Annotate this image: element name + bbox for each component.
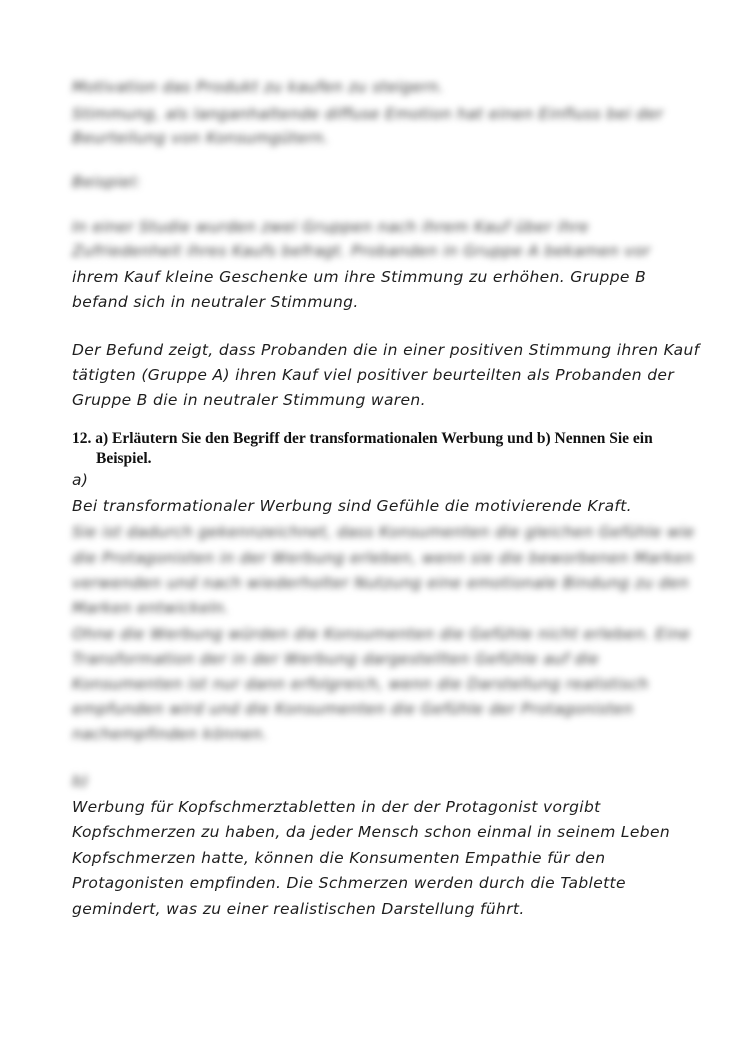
blurred-text-line: Zufriedenheit ihres Kaufs befragt. Probanden in Gruppe A bekamen vor [72, 242, 651, 260]
answer-a-label: a) [72, 471, 89, 489]
text-line: Bei transformationaler Werbung sind Gefühle die motivierende Kraft. [72, 497, 632, 515]
question-heading: 12. a) Erläutern Sie den Begriff der transformationalen Werbung und b) Nennen Sie ein [72, 430, 653, 447]
blurred-text-line: nachempfinden können. [72, 725, 268, 743]
blurred-text-line: Beurteilung von Konsumgütern. [72, 129, 329, 147]
blurred-text-line: die Protagonisten in der Werbung erleben, wenn sie die beworbenen Marken [72, 549, 694, 567]
answer-b-label: b) [72, 772, 89, 790]
text-line: Protagonisten empfinden. Die Schmerzen werden durch die Tablette [72, 874, 626, 892]
blurred-text-line: Ohne die Werbung würden die Konsumenten die Gefühle nicht erleben. Eine [72, 625, 691, 643]
blurred-text-line: In einer Studie wurden zwei Gruppen nach ihrem Kauf über ihre [72, 218, 589, 236]
blurred-text-line: Beispiel: [72, 173, 141, 191]
text-line: ihrem Kauf kleine Geschenke um ihre Stimmung zu erhöhen. Gruppe B [72, 268, 647, 286]
blurred-text-line: empfunden wird und die Konsumenten die Gefühle der Protagonisten [72, 700, 634, 718]
text-line: Gruppe B die in neutraler Stimmung waren. [72, 391, 426, 409]
blurred-text-line: Marken entwickeln. [72, 599, 230, 617]
blurred-text-line: Transformation der in der Werbung dargestellten Gefühle auf die [72, 650, 600, 668]
blurred-text-line: Sie ist dadurch gekennzeichnet, dass Konsumenten die gleichen Gefühle wie [72, 523, 695, 541]
text-line: tätigten (Gruppe A) ihren Kauf viel positiver beurteilten als Probanden der [72, 366, 675, 384]
text-line: Kopfschmerzen hatte, können die Konsumenten Empathie für den [72, 849, 606, 867]
text-line: befand sich in neutraler Stimmung. [72, 293, 359, 311]
blurred-text-line: Stimmung, als langanhaltende diffuse Emotion hat einen Einfluss bei der [72, 105, 664, 123]
text-line: Der Befund zeigt, dass Probanden die in einer positiven Stimmung ihren Kauf [72, 341, 700, 359]
blurred-text-line: verwenden und nach wiederholter Nutzung eine emotionale Bindung zu den [72, 574, 689, 592]
blurred-text-line: Motivation das Produkt zu kaufen zu steigern. [72, 78, 444, 96]
question-heading-continued: Beispiel. [96, 450, 152, 467]
text-line: Werbung für Kopfschmerztabletten in der der Protagonist vorgibt [72, 798, 601, 816]
blurred-text-line: Konsumenten ist nur dann erfolgreich, wenn die Darstellung realistisch [72, 675, 649, 693]
text-line: gemindert, was zu einer realistischen Darstellung führt. [72, 900, 525, 918]
text-line: Kopfschmerzen zu haben, da jeder Mensch schon einmal in seinem Leben [72, 823, 671, 841]
